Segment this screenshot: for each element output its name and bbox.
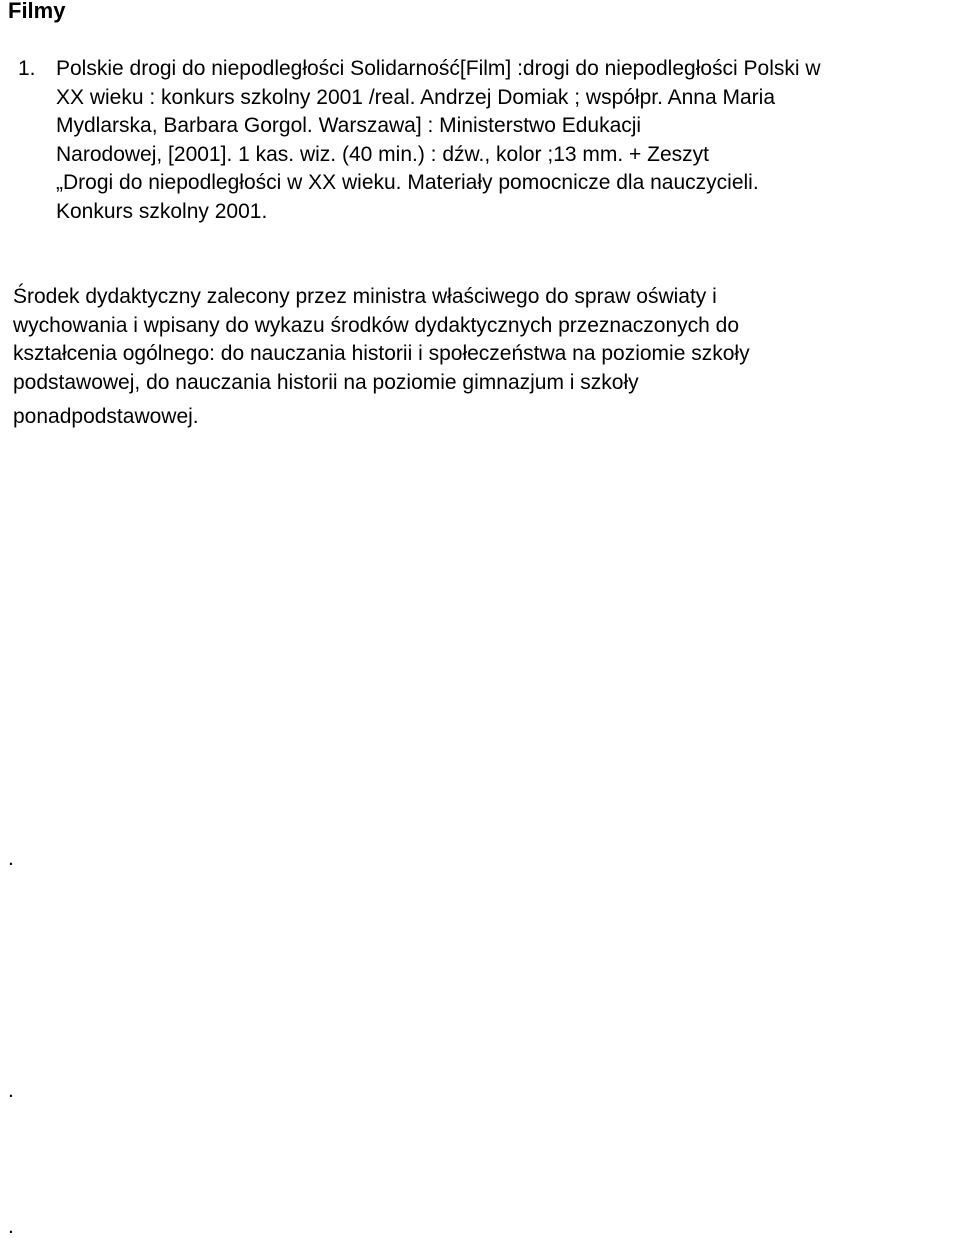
description-last-line: ponadpodstawowej.	[13, 405, 199, 429]
dot-mark: .	[8, 1215, 14, 1238]
description-line: kształcenia ogólnego: do nauczania historii i społeczeństwa na poziomie szkoły	[13, 342, 750, 366]
citation-line: Polskie drogi do niepodległości Solidarność[Film] :drogi do niepodległości Polski w	[56, 57, 821, 80]
dot-mark: .	[8, 847, 14, 870]
dot-mark: .	[8, 1079, 14, 1102]
description-paragraph	[13, 283, 948, 432]
film-entry	[18, 55, 948, 227]
citation-line: Narodowej, [2001]. 1 kas. wiz. (40 min.) : dźw., kolor ;13 mm. + Zeszyt	[56, 142, 709, 166]
citation-line: Konkurs szkolny 2001.	[56, 199, 268, 223]
citation-line: „Drogi do niepodległości w XX wieku. Materiały pomocnicze dla nauczycieli.	[56, 171, 759, 195]
entry-number: 1.	[18, 57, 36, 80]
citation-line: XX wieku : konkurs szkolny 2001 /real. Andrzej Domiak ; współpr. Anna Maria	[56, 85, 776, 109]
section-heading: Filmy	[8, 0, 66, 23]
entry-citation	[56, 55, 948, 227]
description-line: Środek dydaktyczny zalecony przez ministra właściwego do spraw oświaty i	[13, 285, 717, 308]
citation-line: Mydlarska, Barbara Gorgol. Warszawa] : Ministerstwo Edukacji	[56, 114, 642, 138]
description-line: podstawowej, do nauczania historii na poziomie gimnazjum i szkoły	[13, 370, 639, 394]
description-line: wychowania i wpisany do wykazu środków dydaktycznych przeznaczonych do	[13, 313, 740, 337]
